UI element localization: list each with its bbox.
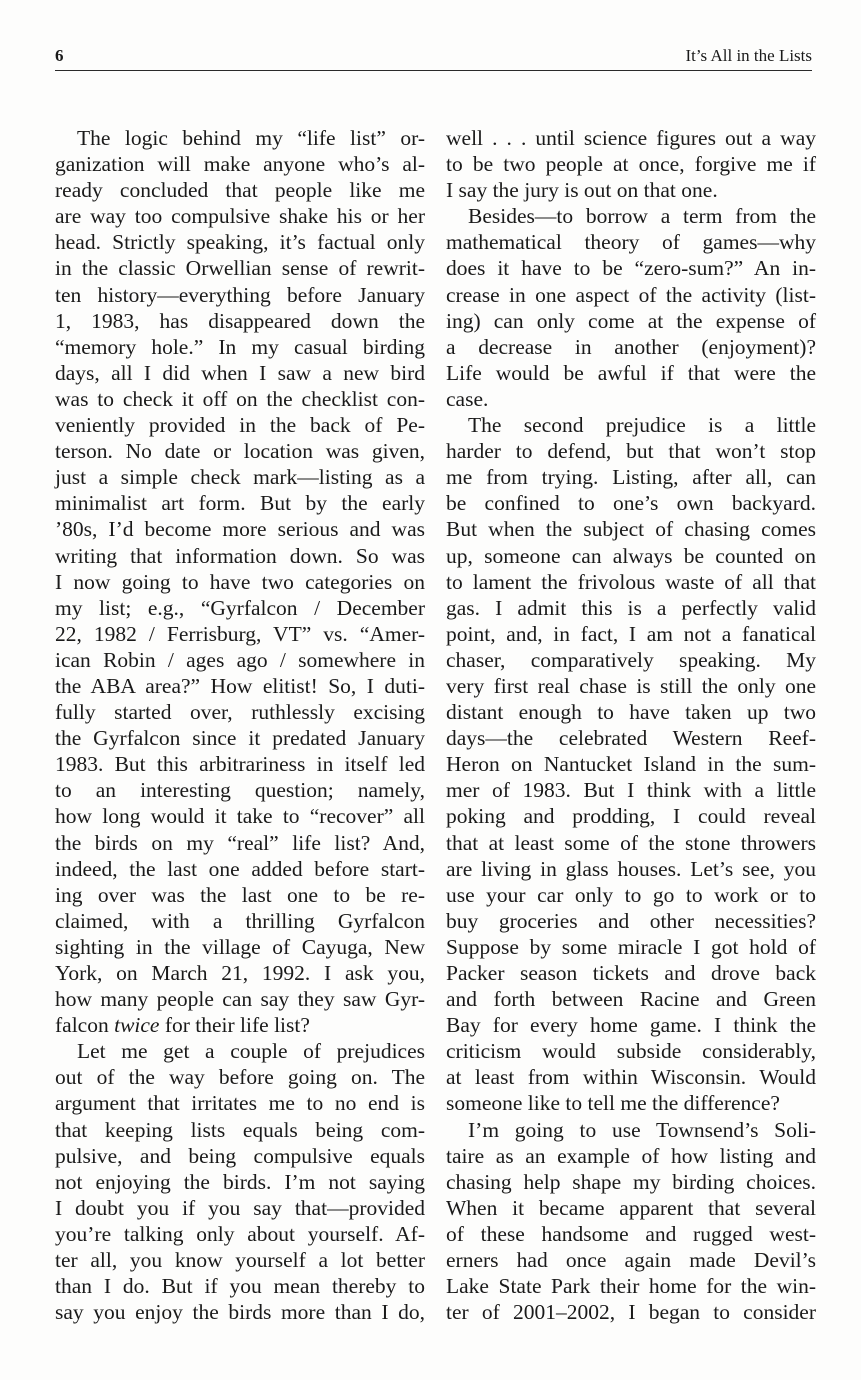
text-line: I now going to have two categories on: [55, 569, 425, 594]
text-line: Heron on Nantucket Island in the sum-: [446, 752, 816, 777]
text-line: to be two people at once, forgive me if: [446, 152, 816, 177]
text-line: gas. I admit this is a perfectly valid: [446, 595, 816, 620]
text-line: not enjoying the birds. I’m not saying: [55, 1169, 425, 1194]
text-line: crease in one aspect of the activity (list-: [446, 282, 816, 307]
text-line: poking and prodding, I could reveal: [446, 804, 816, 829]
text-line: days—the celebrated Western Reef-: [446, 726, 816, 751]
text-line: my list; e.g., “Gyrfalcon / December: [55, 595, 425, 620]
text-line: ing) can only come at the expense of: [446, 308, 816, 333]
text-line: I’m going to use Townsend’s Soli-: [468, 1117, 816, 1142]
text-line: are living in glass houses. Let’s see, you: [446, 856, 816, 881]
text-line: of these handsome and rugged west-: [446, 1221, 816, 1246]
text-line: Lake State Park their home for the win-: [446, 1274, 816, 1299]
text-line: case.: [446, 386, 489, 411]
text-line: ganization will make anyone who’s al-: [55, 152, 425, 177]
text-line: taire as an example of how listing and: [446, 1143, 816, 1168]
text-line: up, someone can always be counted on: [446, 543, 816, 568]
text-line: how many people can say they saw Gyr-: [55, 987, 425, 1012]
text-line: the birds on my “real” life list? And,: [55, 830, 425, 855]
text-line: the Gyrfalcon since it predated January: [55, 726, 425, 751]
text-line: fully started over, ruthlessly excising: [55, 700, 425, 725]
text-line: York, on March 21, 1992. I ask you,: [55, 961, 425, 985]
text-line: point, and, in fact, I am not a fanatical: [446, 621, 816, 646]
text-line: you’re talking only about yourself. Af-: [55, 1221, 425, 1246]
text-line: me from trying. Listing, after all, can: [446, 465, 816, 490]
text-line: that keeping lists equals being com-: [55, 1117, 425, 1142]
text-line: someone like to tell me the difference?: [446, 1091, 780, 1116]
text-line: buy groceries and other necessities?: [446, 908, 816, 933]
text-line: Let me get a couple of prejudices: [77, 1039, 425, 1064]
text-line: Bay for every home game. I think the: [446, 1013, 816, 1038]
text-line: ter of 2001–2002, I began to consider: [446, 1300, 816, 1325]
text-line: mathematical theory of games—why: [446, 230, 816, 255]
text-line: very first real chase is still the only one: [446, 673, 816, 698]
text-line: indeed, the last one added before start-: [55, 856, 425, 881]
text-line: ten history—everything before January: [55, 282, 425, 307]
text-line: say you enjoy the birds more than I do,: [55, 1300, 425, 1325]
text-line: well . . . until science figures out a way: [446, 126, 816, 150]
text-line: in the classic Orwellian sense of rewrit-: [55, 256, 425, 281]
text-line: distant enough to have taken up two: [446, 700, 816, 725]
text-line: ing over was the last one to be re-: [55, 882, 425, 907]
text-line: ican Robin / ages ago / somewhere in: [55, 647, 425, 672]
text-line: days, all I did when I saw a new bird: [55, 360, 425, 385]
text-line: to an interesting question; namely,: [55, 778, 425, 803]
text-line: a decrease in another (enjoyment)?: [446, 334, 816, 359]
text-line: be confined to one’s own backyard.: [446, 491, 816, 516]
text-line: I say the jury is out on that one.: [446, 178, 718, 203]
text-line: chaser, comparatively speaking. My: [446, 647, 816, 672]
text-line: out of the way before going on. The: [55, 1065, 425, 1090]
text-line: just a simple check mark—listing as a: [55, 465, 425, 490]
text-line: Suppose by some miracle I got hold of: [446, 934, 816, 959]
text-line: does it have to be “zero-sum?” An in-: [446, 256, 816, 281]
right-text-column: [446, 125, 816, 1325]
text-line: Packer season tickets and drove back: [446, 961, 816, 985]
text-line: veniently provided in the back of Pe-: [55, 413, 425, 438]
text-line: But when the subject of chasing comes: [446, 517, 816, 542]
text-line: I doubt you if you say that—provided: [55, 1195, 425, 1220]
text-line: sighting in the village of Cayuga, New: [55, 934, 425, 959]
text-line: head. Strictly speaking, it’s factual only: [55, 230, 425, 255]
text-line: Life would be awful if that were the: [446, 360, 816, 385]
running-head: [55, 42, 812, 71]
text-line: minimalist art form. But by the early: [55, 491, 425, 516]
text-line: criticism would subside considerably,: [446, 1039, 816, 1064]
text-line: ready concluded that people like me: [55, 178, 425, 203]
running-title: It’s All in the Lists: [685, 46, 812, 65]
text-line: ter all, you know yourself a lot better: [55, 1248, 425, 1273]
text-line: chasing help shape my birding choices.: [446, 1169, 816, 1194]
text-line: was to check it off on the checklist con-: [55, 386, 425, 411]
text-line: use your car only to go to work or to: [446, 882, 816, 907]
text-line: mer of 1983. But I think with a little: [446, 778, 816, 803]
text-line: 1, 1983, has disappeared down the: [55, 308, 425, 333]
left-text-column: [55, 125, 425, 1325]
text-line: claimed, with a thrilling Gyrfalcon: [55, 908, 425, 933]
text-line: at least from within Wisconsin. Would: [446, 1065, 816, 1090]
text-line: 1983. But this arbitrariness in itself led: [55, 752, 425, 777]
text-line: argument that irritates me to no end is: [55, 1091, 425, 1116]
text-line: and forth between Racine and Green: [446, 987, 816, 1012]
text-line: harder to defend, but that won’t stop: [446, 439, 816, 464]
text-line: Besides—to borrow a term from the: [468, 204, 816, 229]
text-line: are way too compulsive shake his or her: [55, 204, 425, 229]
page-number: 6: [55, 46, 64, 65]
text-line: writing that information down. So was: [55, 543, 425, 568]
text-line: to lament the frivolous waste of all that: [446, 569, 816, 594]
text-line: When it became apparent that several: [446, 1195, 816, 1220]
text-line: than I do. But if you mean thereby to: [55, 1274, 425, 1299]
text-line: pulsive, and being compulsive equals: [55, 1143, 425, 1168]
text-line: falcon twice for their life list?: [55, 1013, 310, 1038]
text-line: how long would it take to “recover” all: [55, 804, 425, 829]
text-line: ’80s, I’d become more serious and was: [55, 517, 425, 542]
text-line: The second prejudice is a little: [468, 413, 816, 438]
text-line: that at least some of the stone throwers: [446, 830, 816, 855]
text-line: terson. No date or location was given,: [55, 439, 425, 464]
text-line: the ABA area?” How elitist! So, I duti-: [55, 673, 425, 698]
text-line: erners had once again made Devil’s: [446, 1248, 816, 1273]
text-line: 22, 1982 / Ferrisburg, VT” vs. “Amer-: [55, 621, 425, 646]
text-line: The logic behind my “life list” or-: [77, 126, 425, 150]
text-line: “memory hole.” In my casual birding: [55, 334, 425, 359]
